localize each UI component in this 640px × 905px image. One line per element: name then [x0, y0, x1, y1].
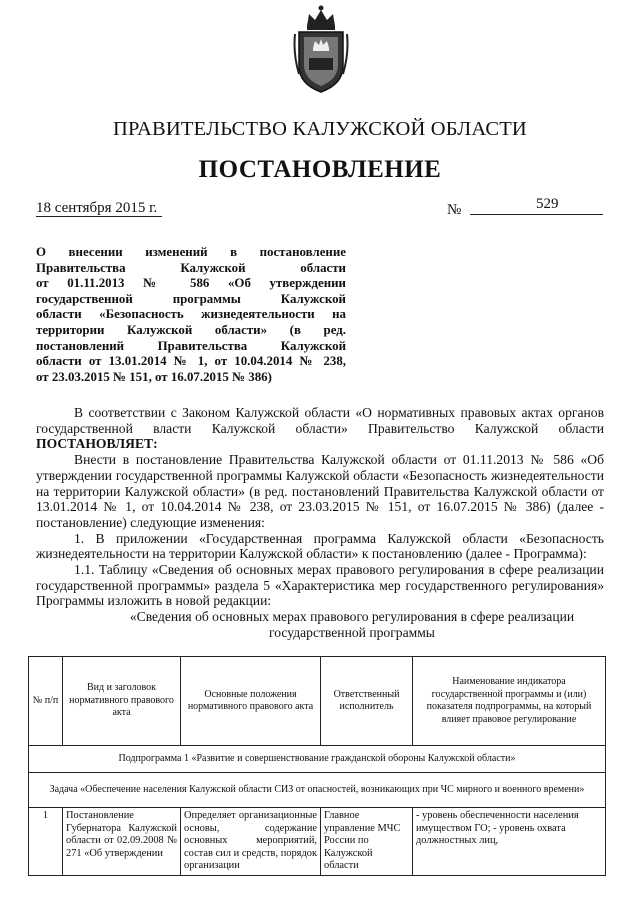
row-num: 1 [29, 808, 63, 876]
paragraph-amend: Внести в постановление Правительства Калужской области от 01.11.2013 № 586 «Об утверждении государственной программы Калужской области «Безопасность жизнедеятельности на территории Калужской области» (в ред. постановлений Правительства Калужской области от 13.01.2014 № 1, от 10.04.2014 № 238, от 23.03.2015 № 151, от 16.07.2015 № 386) (далее - постановление) следующие изменения: [36, 452, 604, 530]
table-header-row [29, 657, 606, 746]
document-date: 18 сентября 2015 г. [36, 200, 158, 216]
table-caption: «Сведения об основных мерах правового регулирования в сфере реализации государственной программы [129, 609, 575, 640]
number-label: № [447, 202, 462, 218]
task-cell: Задача «Обеспечение населения Калужской области СИЗ от опасностей, возникающих при ЧС мирного и военного времени» [29, 773, 606, 808]
subject-line: от 23.03.2015 № 151, от 16.07.2015 № 386) [36, 369, 272, 384]
header-provisions: Основные положения нормативного правового акта [181, 657, 321, 746]
paragraph-item-1: 1. В приложении «Государственная программа Калужской области «Безопасность жизнедеятельности на территории Калужской области» к постановлению (далее - Программа): [36, 530, 604, 562]
document-type: ПОСТАНОВЛЕНИЕ [198, 156, 442, 183]
subject-line: государственной программы Калужской [36, 291, 346, 306]
table-row [29, 808, 606, 876]
document-number: 529 [536, 196, 559, 212]
subject-line: от 01.11.2013 № 586 «Об утверждении [36, 276, 346, 291]
resolves-word: ПОСТАНОВЛЯЕТ: [36, 436, 158, 452]
subject-line: области «Безопасность жизнедеятельности на [36, 307, 346, 322]
header-act: Вид и заголовок нормативного правового акта [63, 657, 181, 746]
preamble-text: В соответствии с Законом Калужской области «О нормативных правовых актах органов государственной власти Калужской области» Правительство Калужской области [36, 405, 604, 436]
row-indicator: - уровень обеспеченности населения имуществом ГО; - уровень охвата должностных лиц, [413, 808, 606, 876]
row-executor: Главное управление МЧС России по Калужской области [321, 808, 413, 876]
subject-line: области от 13.01.2014 № 1, от 10.04.2014 № 238, [36, 354, 346, 369]
header-executor: Ответственный исполнитель [321, 657, 413, 746]
subprogram-cell: Подпрограмма 1 «Развитие и совершенствование гражданской обороны Калужской области» [29, 746, 606, 773]
paragraph-item-1-1: 1.1. Таблицу «Сведения об основных мерах правового регулирования в сфере реализации государственной программы» раздела 5 «Характеристика мер государственного регулирования» Программы изложить в новой редакции: [36, 562, 604, 609]
date-underline [36, 216, 162, 217]
subject-line: О внесении изменений в постановление [36, 245, 346, 259]
row-act: Постановление Губернатора Калужской области от 02.09.2008 № 271 «Об утверждении [63, 808, 181, 876]
paragraph-preamble [36, 405, 604, 452]
legal-measures-table [28, 656, 606, 876]
subject-line: Правительства Калужской области [36, 260, 346, 275]
row-provisions: Определяет организационные основы, содержание основных мероприятий, состав сил и средств, порядок организации [181, 808, 321, 876]
document-subject [36, 245, 346, 385]
task-row [29, 773, 606, 808]
subject-line: постановлений Правительства Калужской [36, 338, 346, 353]
header-indicator: Наименование индикатора государственной программы и (или) показателя подпрограммы, на который влияет правовое регулирование [413, 657, 606, 746]
number-underline [470, 214, 603, 215]
coat-of-arms-emblem [293, 4, 349, 96]
government-title: ПРАВИТЕЛЬСТВО КАЛУЖСКОЙ ОБЛАСТИ [113, 118, 527, 140]
subject-line: территории Калужской области» (в ред. [36, 322, 346, 337]
subprogram-row [29, 746, 606, 773]
document-body [36, 405, 604, 641]
header-num: № п/п [29, 657, 63, 746]
